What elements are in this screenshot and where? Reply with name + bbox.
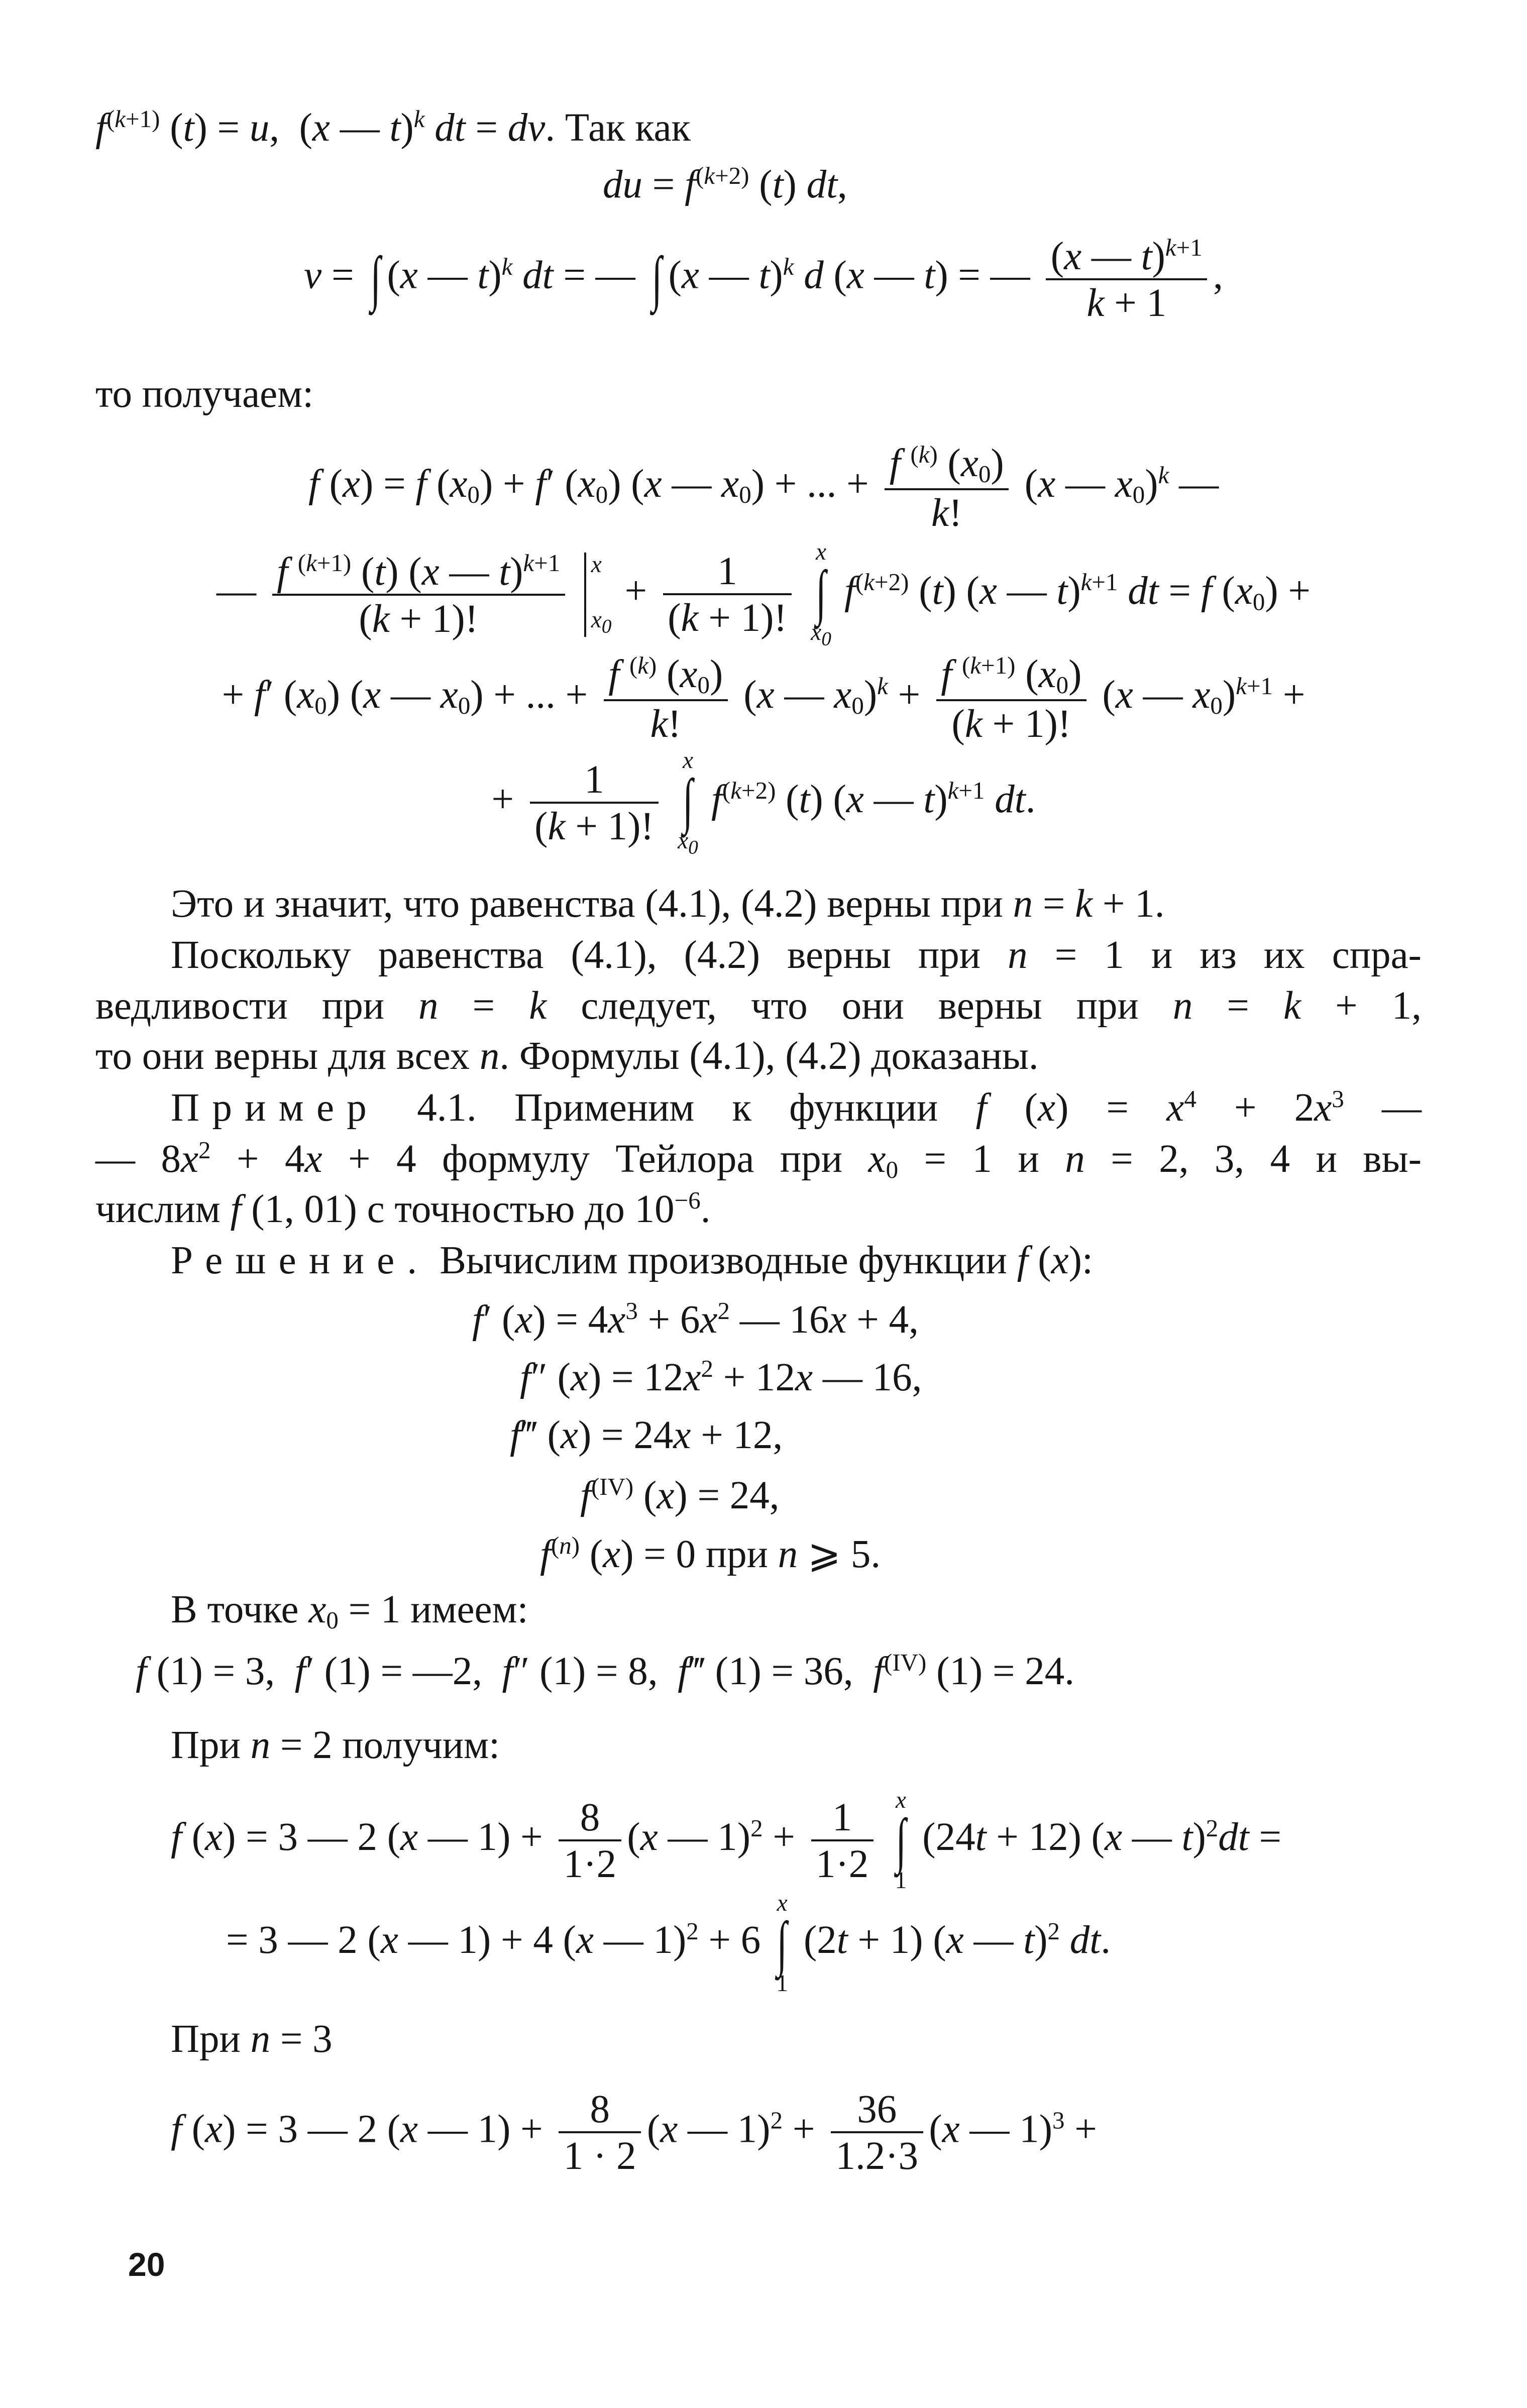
third-derivative: f‴ (x) = 24x + 12, [510, 1413, 783, 1457]
when-n3-text: При [171, 2017, 241, 2061]
pri-text: при [705, 1532, 768, 1576]
taylor-expansion-line-2: — $\frac{f ^{(k+1)} (t) (x — t)^{k+1}}{(k + 1)!}$ x $x_0$ + $\frac{1}{(k + 1)!}$ x ∫ $x_0$ $f^{(k+2)}$ (t) (x — t)$^{k+1}$ dt = f $(x_0)$ + [216, 539, 1311, 650]
nth-derivative: $f^{(n)}$ (x) = 0 при n ⩾ 5. [540, 1531, 881, 1576]
v-formula: v = ∫ (x — t)$^k$ dt = — ∫ (x — t)$^k$ d (x — t) = — $\frac{(x — t)^{k+1}}{k + 1}$ , [304, 234, 1223, 325]
example-text-1: Применим к функции [514, 1085, 938, 1130]
induction-text-1: Поскольку равенства (4.1), (4.2) верны при [171, 933, 981, 977]
substitution-line: $f^{(k+1)}$ (t) = u, (x — t)$^k$ dt = dv. Так как [95, 105, 691, 150]
values-at-point: f (1) = 3, f′ (1) = —2, f″ (1) = 8, f‴ (1) = 36, $f^{(IV)}$ (1) = 24. [136, 1649, 1075, 1693]
fourth-derivative: $f^{(IV)}$ (x) = 24, [580, 1473, 780, 1517]
example-text-2b: формулу Тейлора при [442, 1137, 843, 1181]
tak-kak-text: Так как [565, 105, 691, 150]
example-line-3: числим f (1, 01) с точностью до $10^{-6}$. [95, 1186, 711, 1231]
page-number: 20 [128, 2246, 165, 2283]
when-n2-text-b: получим: [342, 1723, 500, 1767]
example-text-2d: = 2, 3, 4 и вы- [1111, 1137, 1422, 1181]
conclusion-text: Это и значит, что равенства (4.1), (4.2) верны при [171, 882, 1003, 926]
induction-text-3a: то они верны для всех [95, 1034, 470, 1078]
solution-text: Вычислим производные функции [440, 1239, 1007, 1282]
induction-line-3: то они верны для всех n. Формулы (4.1), (4.2) доказаны. [95, 1034, 1039, 1078]
example-line-1: Пример 4.1. Применим к функции f $(x) = x^4 + 2x^3$ — [171, 1085, 1422, 1130]
taylor-expansion-line-3: + f′ $(x_0)$ (x — $x_0$) + ... + $\frac{f ^{(k)} (x_0)}{k!}$ (x — $x_0)^k$ + $\frac{f ^{(k+1)} (x_0)}{(k + 1)!}$ (x — $x_0)^{k+1}$ + [222, 651, 1305, 746]
induction-text-1b: и из их спра- [1151, 933, 1422, 977]
example-number: 4.1. [417, 1085, 477, 1130]
solution-line: Решение. Вычислим производные функции f (x): [171, 1239, 1093, 1282]
then-we-get-text: то получаем: [95, 372, 314, 416]
at-point-line: В точке $x_0 = 1$ имеем: [171, 1588, 528, 1634]
n3-formula-1: f (x) = 3 — 2 (x — 1) + $\frac{8}{1 \cdot 2}$ (x — 1)$^2$ + $\frac{36}{1.2\cdot 3}$ (x — 1)$^3$ + [171, 2088, 1097, 2178]
example-text-3a: числим [95, 1187, 221, 1231]
taylor-expansion-line-4: + $\frac{1}{(k + 1)!}$ x ∫ $x_0$ $f^{(k+2)}$ (t) (x — t)$^{k+1}$ dt. [491, 747, 1036, 858]
first-derivative: f′ $(x) = 4x^3 + 6x^2$ — 16x + 4, [472, 1297, 919, 1342]
conclusion-line: Это и значит, что равенства (4.1), (4.2) верны при n = k + 1. [171, 882, 1165, 926]
induction-line-2: ведливости при n = k следует, что они верны при n = k + 1, [95, 984, 1422, 1028]
induction-text-3b: . Формулы (4.1), (4.2) доказаны. [499, 1034, 1039, 1078]
induction-text-2b: следует, что они верны при [581, 984, 1139, 1028]
example-text-3b: с точностью до 10 [367, 1187, 675, 1231]
when-n2-text: При [171, 1723, 241, 1767]
du-formula: du = $f^{(k+2)}$ (t) dt, [603, 162, 847, 206]
n2-formula-2: = 3 — 2 (x — 1) + 4 (x — 1)$^2$ + 6 x ∫ 1 (2t + 1) (x — t)$^2$ dt. [226, 1890, 1111, 1997]
n2-formula-1: f (x) = 3 — 2 (x — 1) + $\frac{8}{1\cdot 2}$ (x — 1)$^2$ + $\frac{1}{1\cdot 2}$ x ∫ 1 (24t + 12) (x — t)$^2$dt = [171, 1787, 1282, 1894]
at-point-text-b: имеем: [410, 1588, 528, 1631]
second-derivative: f″ $(x) = 12x^2 + 12x$ — 16, [520, 1355, 922, 1399]
induction-line-1: Поскольку равенства (4.1), (4.2) верны при n = 1 и из их спра- [171, 933, 1422, 977]
example-line-2: — $8x^2 + 4x + 4$ формулу Тейлора при $x_0 = 1$ и n = 2, 3, 4 и вы- [95, 1136, 1422, 1184]
n3-line: При n = 3 [171, 2017, 333, 2061]
example-label: Пример [171, 1085, 380, 1130]
n2-line: При n = 2 получим: [171, 1723, 500, 1767]
taylor-expansion-line-1: f (x) = f $(x_0) + f'$ $(x_0)$ (x — $x_0$) + ... + $\frac{f ^{(k)} (x_0)}{k!}$ (x — $x_0)^k$ — [308, 441, 1219, 535]
example-text-2c: и [1018, 1137, 1039, 1181]
at-point-text: В точке [171, 1588, 299, 1631]
induction-text-2a: ведливости при [95, 984, 384, 1028]
solution-label: Решение. [171, 1239, 430, 1282]
